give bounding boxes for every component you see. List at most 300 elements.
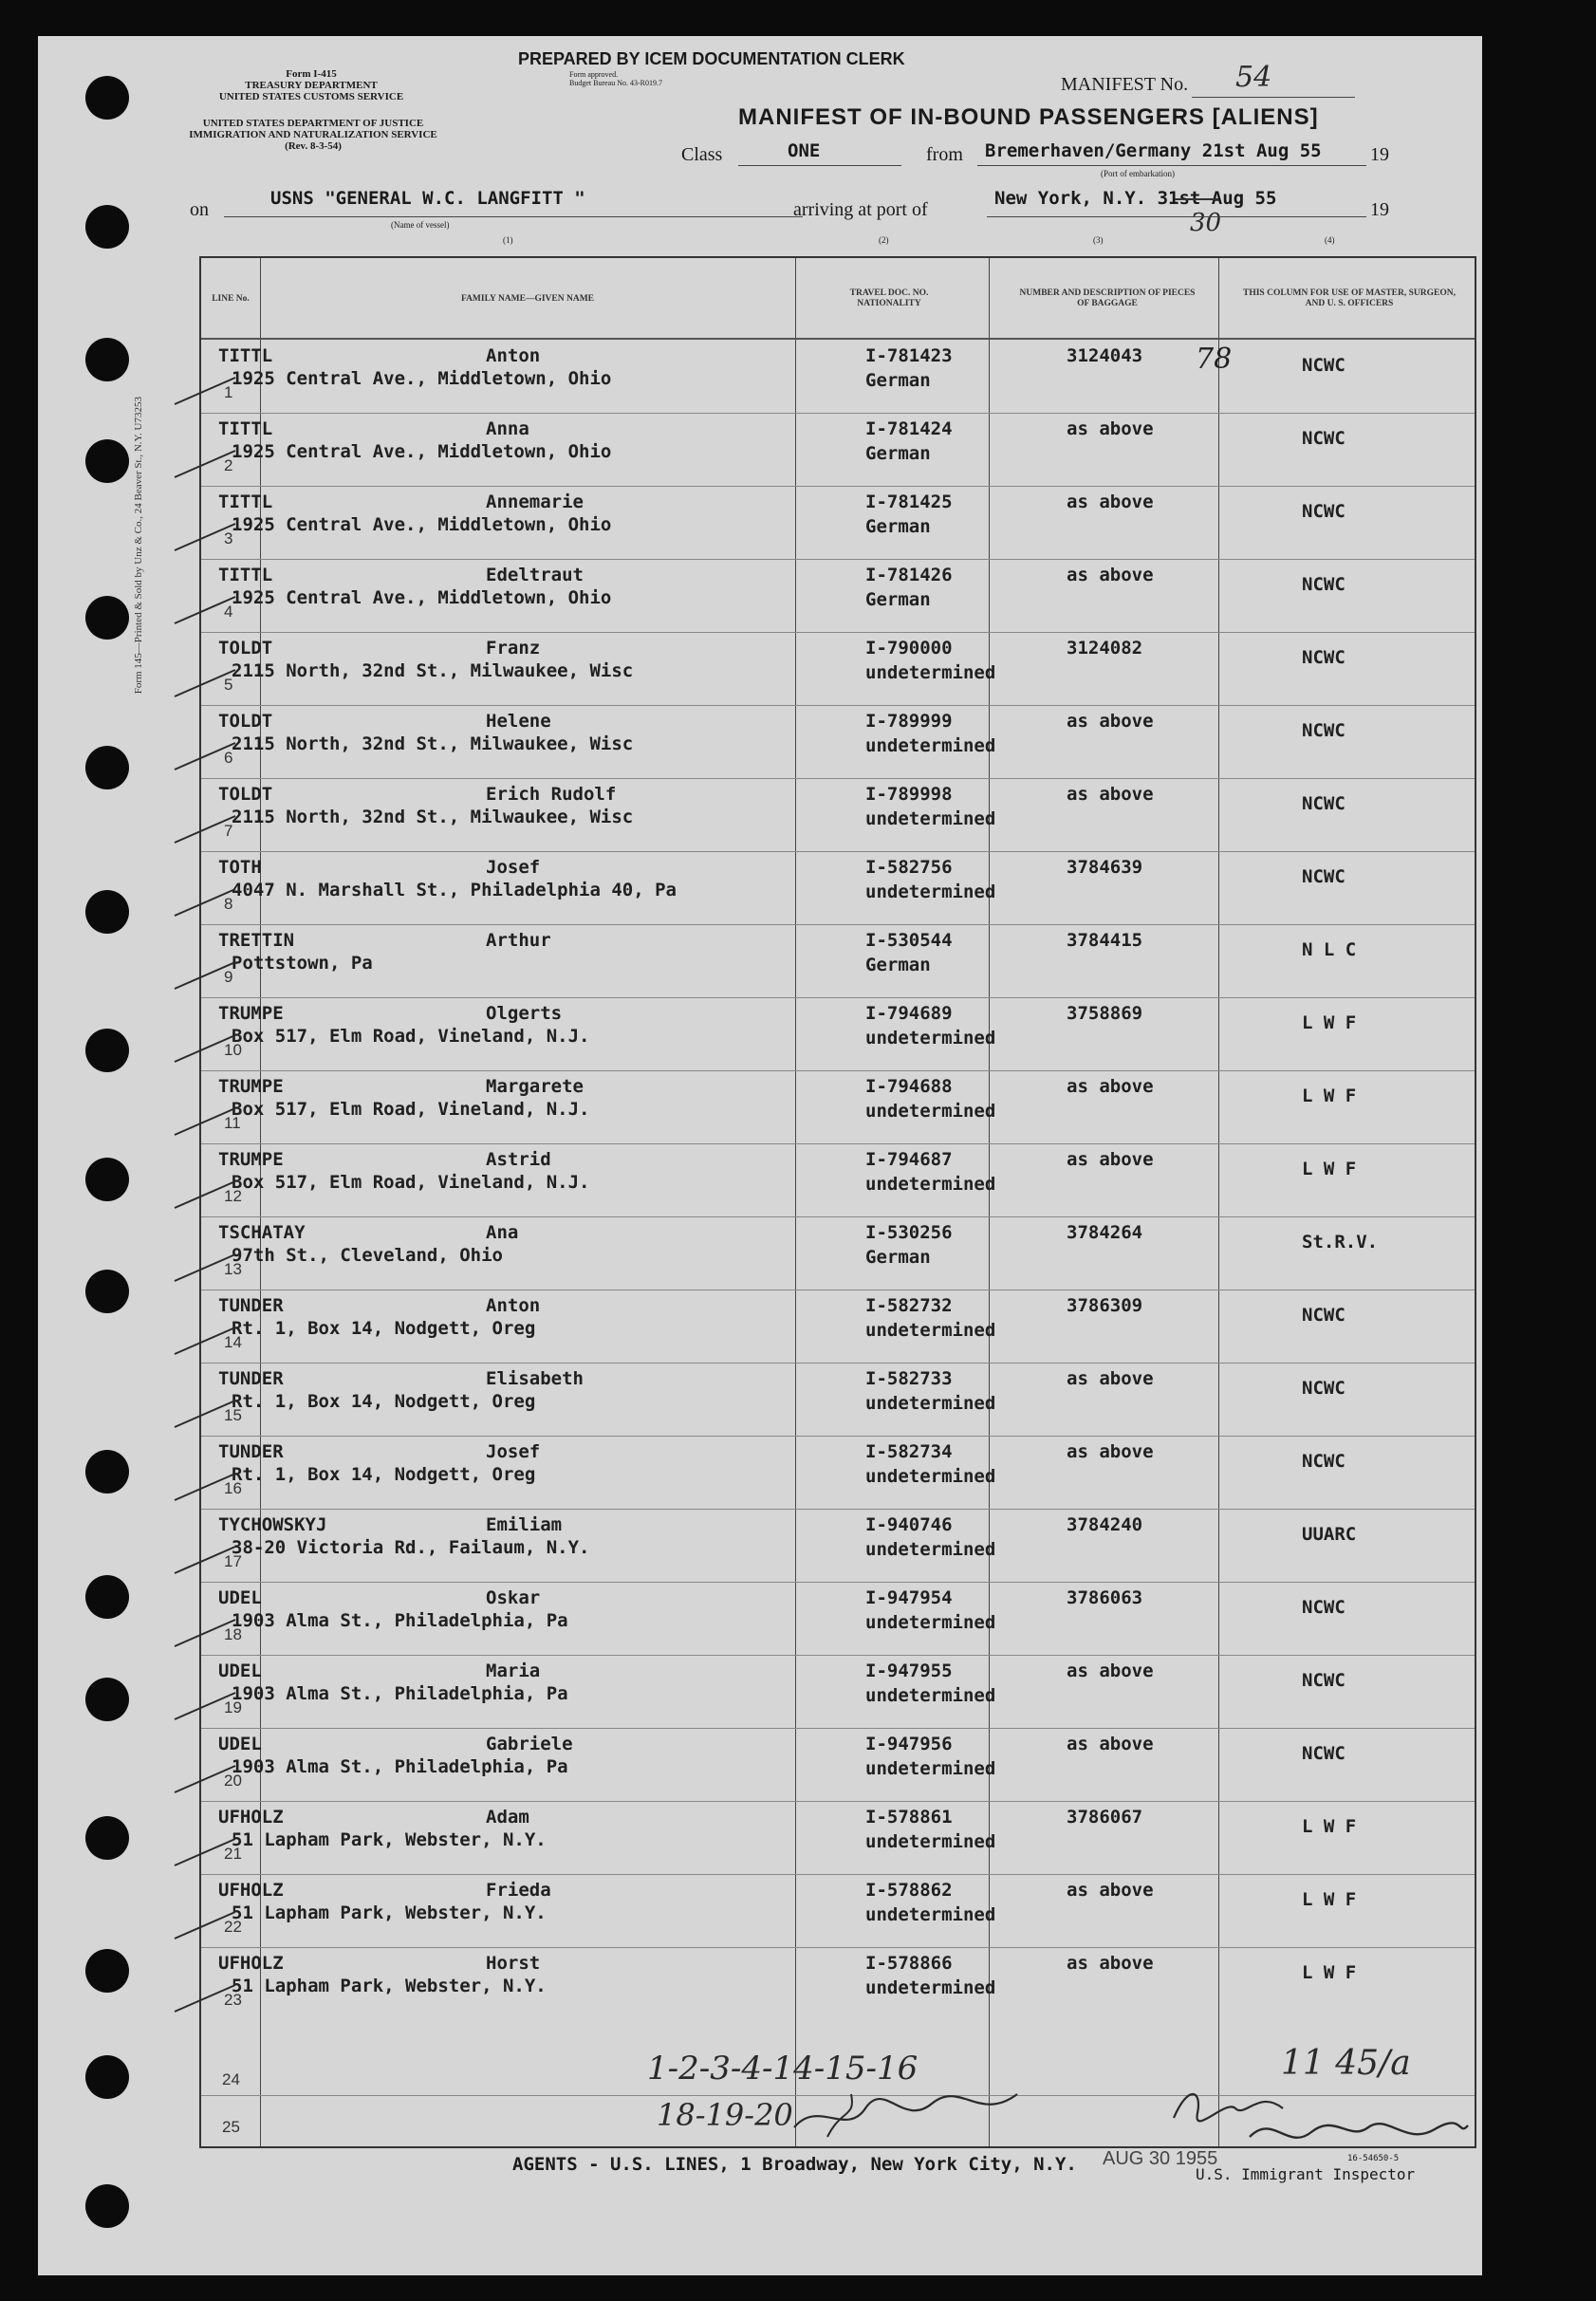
baggage-description: 3786309 — [1067, 1295, 1143, 1316]
baggage-description: 3124082 — [1067, 638, 1143, 659]
baggage-description: as above — [1067, 1953, 1154, 1974]
given-name: Olgerts — [486, 1003, 563, 1024]
baggage-description: 3124043 — [1067, 345, 1143, 366]
handwritten-fraction: 11 45/a — [1281, 2044, 1411, 2083]
given-name: Josef — [486, 857, 541, 878]
baggage-description: as above — [1067, 418, 1154, 439]
family-name: TRUMPE — [218, 1149, 284, 1170]
row-divider — [201, 1874, 1475, 1875]
family-name: TUNDER — [218, 1368, 284, 1389]
binder-hole — [85, 1949, 129, 1993]
baggage-description: as above — [1067, 1441, 1154, 1462]
col-divider — [1218, 258, 1219, 2146]
revision-label: (Rev. 8-3-54) — [285, 140, 342, 152]
class-value: ONE — [788, 140, 821, 161]
given-name: Ana — [486, 1222, 519, 1243]
binder-hole — [85, 2184, 129, 2228]
line-number: 23 — [224, 1991, 242, 2009]
officer-code: NCWC — [1302, 1305, 1345, 1326]
given-name: Frieda — [486, 1880, 551, 1901]
check-mark — [173, 1539, 239, 1577]
officer-code: N L C — [1302, 939, 1357, 960]
nationality: undetermined — [865, 1174, 996, 1195]
family-name: TUNDER — [218, 1295, 284, 1316]
baggage-description: as above — [1067, 1368, 1154, 1389]
line-number: 18 — [224, 1625, 242, 1643]
check-mark — [173, 881, 239, 919]
arrival-date-correction: 30 — [1190, 209, 1222, 237]
officer-code: St.R.V. — [1302, 1232, 1379, 1253]
given-name: Erich Rudolf — [486, 784, 617, 805]
port-of-embarkation: Bremerhaven/Germany 21st Aug 55 — [985, 140, 1322, 161]
check-mark — [173, 370, 239, 408]
travel-doc-number: I-582734 — [865, 1441, 953, 1462]
line-number: 12 — [224, 1187, 242, 1205]
baggage-description: 3786063 — [1067, 1587, 1143, 1608]
officer-code: L W F — [1302, 1086, 1357, 1106]
check-mark — [173, 1466, 239, 1504]
travel-doc-number: I-578862 — [865, 1880, 953, 1901]
officer-code: NCWC — [1302, 501, 1345, 522]
check-mark — [173, 1758, 239, 1796]
address: Rt. 1, Box 14, Nodgett, Oreg — [232, 1391, 536, 1412]
travel-doc-number: I-794688 — [865, 1076, 953, 1097]
nationality: undetermined — [865, 1320, 996, 1341]
nationality: undetermined — [865, 1393, 996, 1414]
baggage-description: as above — [1067, 784, 1154, 805]
officer-code: NCWC — [1302, 1451, 1345, 1472]
year-suffix-1: 19 — [1370, 144, 1389, 165]
family-name: TRUMPE — [218, 1076, 284, 1097]
row-divider — [201, 486, 1475, 487]
line-number: 22 — [224, 1918, 242, 1936]
row-divider — [201, 997, 1475, 998]
line-number: 5 — [224, 676, 233, 694]
nationality: undetermined — [865, 662, 996, 683]
baggage-description: 3784639 — [1067, 857, 1143, 878]
line-number: 7 — [224, 822, 233, 840]
address: 1925 Central Ave., Middletown, Ohio — [232, 368, 612, 389]
travel-doc-number: I-530544 — [865, 930, 953, 951]
customs-label: UNITED STATES CUSTOMS SERVICE — [218, 91, 404, 102]
given-name: Anton — [486, 345, 541, 366]
prepared-by-stamp: PREPARED BY ICEM DOCUMENTATION CLERK — [518, 49, 905, 68]
line-number: 21 — [224, 1845, 242, 1863]
from-underline — [977, 165, 1366, 166]
check-mark — [173, 1028, 239, 1066]
column-tag-2: (2) — [879, 235, 889, 245]
officer-code: NCWC — [1302, 1670, 1345, 1691]
check-mark — [173, 1831, 239, 1869]
form-block-justice — [180, 118, 446, 152]
col-header-baggage: NUMBER AND DESCRIPTION OF PIECES OF BAGGAGE — [1019, 288, 1196, 308]
handwritten-line-list-b: 18-19-20 — [657, 2097, 793, 2133]
line-number: 17 — [224, 1552, 242, 1570]
travel-doc-number: I-582733 — [865, 1368, 953, 1389]
port-of-arrival: New York, N.Y. 31st Aug 55 — [994, 188, 1277, 209]
family-name: TOLDT — [218, 784, 273, 805]
address: 2115 North, 32nd St., Milwaukee, Wisc — [232, 733, 634, 754]
binder-hole — [85, 1450, 129, 1494]
binder-hole — [85, 2055, 129, 2099]
address: 1925 Central Ave., Middletown, Ohio — [232, 441, 612, 462]
family-name: TRUMPE — [218, 1003, 284, 1024]
footer-agents: AGENTS - U.S. LINES, 1 Broadway, New York City, N.Y. — [512, 2154, 1077, 2175]
baggage-description: as above — [1067, 565, 1154, 585]
vessel-name: USNS "GENERAL W.C. LANGFITT " — [270, 188, 585, 209]
baggage-description: 3786067 — [1067, 1807, 1143, 1828]
address: 51 Lapham Park, Webster, N.Y. — [232, 1829, 547, 1850]
address: 51 Lapham Park, Webster, N.Y. — [232, 1902, 547, 1923]
baggage-description: as above — [1067, 1734, 1154, 1754]
inspector-signature — [1245, 2108, 1473, 2156]
family-name: TRETTIN — [218, 930, 295, 951]
binder-hole — [85, 746, 129, 789]
arriving-label: arriving at port of — [793, 199, 928, 220]
col-divider — [989, 258, 990, 2146]
manifest-title: MANIFEST OF IN-BOUND PASSENGERS [ALIENS] — [738, 104, 1319, 130]
check-mark — [173, 955, 239, 993]
col-header-officers: THIS COLUMN FOR USE OF MASTER, SURGEON, AND U. S. OFFICERS — [1243, 288, 1456, 308]
travel-doc-number: I-794687 — [865, 1149, 953, 1170]
given-name: Adam — [486, 1807, 529, 1828]
nationality: undetermined — [865, 1612, 996, 1633]
nationality: undetermined — [865, 1831, 996, 1852]
given-name: Emiliam — [486, 1514, 563, 1535]
check-mark — [173, 662, 239, 700]
given-name: Arthur — [486, 930, 551, 951]
line-number: 6 — [224, 749, 233, 767]
family-name: TITTL — [218, 418, 273, 439]
binder-hole — [85, 1270, 129, 1313]
form-number: Form I-415 — [286, 68, 337, 80]
officer-code: L W F — [1302, 1159, 1357, 1179]
line-number: 4 — [224, 603, 233, 621]
given-name: Margarete — [486, 1076, 584, 1097]
row-divider — [201, 1143, 1475, 1144]
given-name: Maria — [486, 1661, 541, 1681]
class-label: Class — [681, 144, 723, 165]
binder-hole — [85, 205, 129, 249]
address: Box 517, Elm Road, Vineland, N.J. — [232, 1172, 590, 1193]
vessel-underline — [224, 216, 803, 217]
manifest-no-label: MANIFEST No. — [1061, 74, 1189, 95]
family-name: TYCHOWSKYJ — [218, 1514, 327, 1535]
line-number: 3 — [224, 529, 233, 547]
line-number: 1 — [224, 383, 233, 401]
travel-doc-number: I-790000 — [865, 638, 953, 659]
col-header-name: FAMILY NAME—GIVEN NAME — [460, 293, 595, 304]
form-block-treasury — [207, 68, 416, 102]
arrival-underline — [987, 216, 1366, 217]
address: Pottstown, Pa — [232, 953, 373, 974]
line-number: 25 — [222, 2118, 240, 2136]
given-name: Annemarie — [486, 492, 584, 512]
check-mark — [173, 1393, 239, 1431]
check-mark — [173, 808, 239, 846]
family-name: TOLDT — [218, 711, 273, 732]
travel-doc-number: I-789999 — [865, 711, 953, 732]
address: 1903 Alma St., Philadelphia, Pa — [232, 1683, 568, 1704]
family-name: TOTH — [218, 857, 262, 878]
address: 97th St., Cleveland, Ohio — [232, 1245, 503, 1266]
address: 1925 Central Ave., Middletown, Ohio — [232, 514, 612, 535]
binder-hole — [85, 439, 129, 483]
binder-hole — [85, 1158, 129, 1201]
manifest-no-underline — [1192, 97, 1355, 98]
address: Box 517, Elm Road, Vineland, N.J. — [232, 1099, 590, 1120]
officer-code: NCWC — [1302, 647, 1345, 668]
manifest-no-value: 54 — [1235, 61, 1272, 94]
date-stamp: AUG 30 1955 — [1103, 2148, 1218, 2169]
nationality: undetermined — [865, 1101, 996, 1122]
given-name: Helene — [486, 711, 551, 732]
line-number: 19 — [224, 1698, 242, 1716]
officer-code: L W F — [1302, 1889, 1357, 1910]
footer-inspector: U.S. Immigrant Inspector — [1196, 2165, 1416, 2183]
row-divider — [201, 1070, 1475, 1071]
form-approved: Form approved. — [569, 70, 619, 79]
nationality: undetermined — [865, 1539, 996, 1560]
row-divider — [201, 851, 1475, 852]
row-divider — [201, 1728, 1475, 1729]
check-mark — [173, 735, 239, 773]
check-mark — [173, 1320, 239, 1358]
officer-code: L W F — [1302, 1816, 1357, 1837]
manifest-page — [38, 36, 1482, 2275]
nationality: German — [865, 370, 931, 391]
row-divider — [201, 1216, 1475, 1217]
family-name: TOLDT — [218, 638, 273, 659]
footer-form-code: 16-54650-5 — [1347, 2154, 1400, 2163]
row-divider — [201, 632, 1475, 633]
travel-doc-number: I-947955 — [865, 1661, 953, 1681]
given-name: Edeltraut — [486, 565, 584, 585]
address: 38-20 Victoria Rd., Failaum, N.Y. — [232, 1537, 590, 1558]
address: 2115 North, 32nd St., Milwaukee, Wisc — [232, 807, 634, 827]
treasury-label: TREASURY DEPARTMENT — [245, 80, 378, 91]
check-mark — [173, 1247, 239, 1285]
justice-label: UNITED STATES DEPARTMENT OF JUSTICE — [202, 118, 424, 129]
travel-doc-number: I-781425 — [865, 492, 953, 512]
address: Box 517, Elm Road, Vineland, N.J. — [232, 1026, 590, 1047]
travel-doc-number: I-781426 — [865, 565, 953, 585]
check-mark — [173, 1101, 239, 1139]
address: Rt. 1, Box 14, Nodgett, Oreg — [232, 1464, 536, 1485]
address: 1903 Alma St., Philadelphia, Pa — [232, 1756, 568, 1777]
travel-doc-number: I-578861 — [865, 1807, 953, 1828]
col-header-travel-doc: TRAVEL DOC. NO. NATIONALITY — [849, 288, 929, 308]
officer-code: L W F — [1302, 1012, 1357, 1033]
binder-hole — [85, 1678, 129, 1721]
travel-doc-number: I-781424 — [865, 418, 953, 439]
travel-doc-number: I-582732 — [865, 1295, 953, 1316]
row-divider — [201, 1582, 1475, 1583]
ins-label: IMMIGRATION AND NATURALIZATION SERVICE — [189, 129, 437, 140]
binder-hole — [85, 338, 129, 381]
nationality: undetermined — [865, 1028, 996, 1048]
given-name: Gabriele — [486, 1734, 573, 1754]
handwritten-line-list-a: 1-2-3-4-14-15-16 — [647, 2050, 919, 2088]
check-mark — [173, 443, 239, 481]
budget-bureau: Budget Bureau No. 43-R019.7 — [569, 79, 662, 87]
binder-hole — [85, 1575, 129, 1619]
binder-hole — [85, 76, 129, 120]
check-mark — [173, 516, 239, 554]
given-name: Anna — [486, 418, 529, 439]
address: 1903 Alma St., Philadelphia, Pa — [232, 1610, 568, 1631]
check-mark — [173, 589, 239, 627]
line-number: 2 — [224, 456, 233, 474]
family-name: TSCHATAY — [218, 1222, 306, 1243]
line-number: 15 — [224, 1406, 242, 1424]
binder-hole — [85, 1029, 129, 1072]
officer-code: NCWC — [1302, 428, 1345, 449]
given-name: Horst — [486, 1953, 541, 1974]
vessel-tag: (Name of vessel) — [391, 220, 450, 230]
col-header-line: LINE No. — [212, 293, 250, 304]
given-name: Anton — [486, 1295, 541, 1316]
travel-doc-number: I-582756 — [865, 857, 953, 878]
row-divider — [201, 1363, 1475, 1364]
address: 2115 North, 32nd St., Milwaukee, Wisc — [232, 660, 634, 681]
column-tag-1: (1) — [503, 235, 513, 245]
row-divider — [201, 924, 1475, 925]
given-name: Oskar — [486, 1587, 541, 1608]
address: 51 Lapham Park, Webster, N.Y. — [232, 1976, 547, 1996]
nationality: undetermined — [865, 1977, 996, 1998]
nationality: German — [865, 516, 931, 537]
signature-scrawl-1 — [789, 2080, 1027, 2146]
row-divider — [201, 705, 1475, 706]
nationality: German — [865, 589, 931, 610]
baggage-description: 3758869 — [1067, 1003, 1143, 1024]
officer-code: NCWC — [1302, 1597, 1345, 1618]
baggage-description: 3784415 — [1067, 930, 1143, 951]
travel-doc-number: I-789998 — [865, 784, 953, 805]
baggage-description: as above — [1067, 492, 1154, 512]
officer-code: L W F — [1302, 1962, 1357, 1983]
line-number: 20 — [224, 1772, 242, 1790]
check-mark — [173, 1977, 239, 2015]
line-number: 8 — [224, 895, 233, 913]
nationality: undetermined — [865, 1758, 996, 1779]
on-label: on — [190, 199, 209, 220]
printer-side-note: Form 145—Printed & Sold by Unz & Co., 24 Beaver St., N.Y. U73253 — [133, 397, 144, 695]
check-mark — [173, 1612, 239, 1650]
nationality: undetermined — [865, 1685, 996, 1706]
address: Rt. 1, Box 14, Nodgett, Oreg — [232, 1318, 536, 1339]
line-number: 9 — [224, 968, 233, 986]
line-number: 10 — [224, 1041, 242, 1059]
approval-block — [569, 70, 662, 87]
family-name: UFHOLZ — [218, 1807, 284, 1828]
family-name: TITTL — [218, 565, 273, 585]
baggage-description: as above — [1067, 1880, 1154, 1901]
class-underline — [738, 165, 901, 166]
row-divider — [201, 1509, 1475, 1510]
binder-hole — [85, 890, 129, 934]
family-name: UDEL — [218, 1661, 262, 1681]
row-divider — [201, 1947, 1475, 1948]
baggage-description: as above — [1067, 1149, 1154, 1170]
nationality: German — [865, 443, 931, 464]
row-divider — [201, 778, 1475, 779]
check-mark — [173, 1174, 239, 1212]
family-name: UFHOLZ — [218, 1880, 284, 1901]
baggage-description: as above — [1067, 1661, 1154, 1681]
arrival-date-strikeout — [1175, 198, 1218, 200]
column-tag-4: (4) — [1325, 235, 1335, 245]
row-divider — [201, 1655, 1475, 1656]
travel-doc-number: I-530256 — [865, 1222, 953, 1243]
from-label: from — [926, 144, 963, 165]
year-suffix-2: 19 — [1370, 199, 1389, 220]
line-number: 13 — [224, 1260, 242, 1278]
nationality: German — [865, 955, 931, 975]
col-divider — [260, 258, 261, 2146]
nationality: undetermined — [865, 1904, 996, 1925]
given-name: Elisabeth — [486, 1368, 584, 1389]
handwritten-baggage-mark: 78 — [1196, 343, 1233, 376]
line-number: 14 — [224, 1333, 242, 1351]
nationality: undetermined — [865, 1466, 996, 1487]
baggage-description: 3784264 — [1067, 1222, 1143, 1243]
officer-code: UUARC — [1302, 1524, 1357, 1545]
check-mark — [173, 1685, 239, 1723]
travel-doc-number: I-794689 — [865, 1003, 953, 1024]
officer-code: NCWC — [1302, 355, 1345, 376]
line-number: 24 — [222, 2070, 240, 2088]
column-tag-3: (3) — [1093, 235, 1104, 245]
row-divider — [201, 559, 1475, 560]
travel-doc-number: I-940746 — [865, 1514, 953, 1535]
given-name: Franz — [486, 638, 541, 659]
officer-code: NCWC — [1302, 1378, 1345, 1399]
family-name: UDEL — [218, 1587, 262, 1608]
binder-hole — [85, 1816, 129, 1860]
nationality: German — [865, 1247, 931, 1268]
baggage-description: as above — [1067, 1076, 1154, 1097]
nationality: undetermined — [865, 808, 996, 829]
row-divider — [201, 413, 1475, 414]
row-divider — [201, 1801, 1475, 1802]
travel-doc-number: I-781423 — [865, 345, 953, 366]
port-embarkation-tag: (Port of embarkation) — [1101, 169, 1175, 178]
given-name: Astrid — [486, 1149, 551, 1170]
officer-code: NCWC — [1302, 1743, 1345, 1764]
officer-code: NCWC — [1302, 720, 1345, 741]
given-name: Josef — [486, 1441, 541, 1462]
address: 4047 N. Marshall St., Philadelphia 40, Pa — [232, 880, 677, 900]
nationality: undetermined — [865, 881, 996, 902]
baggage-description: 3784240 — [1067, 1514, 1143, 1535]
col-divider — [795, 258, 796, 2146]
row-divider — [201, 1436, 1475, 1437]
officer-code: NCWC — [1302, 574, 1345, 595]
family-name: TITTL — [218, 345, 273, 366]
officer-code: NCWC — [1302, 866, 1345, 887]
travel-doc-number: I-947954 — [865, 1587, 953, 1608]
travel-doc-number: I-578866 — [865, 1953, 953, 1974]
family-name: UFHOLZ — [218, 1953, 284, 1974]
check-mark — [173, 1904, 239, 1942]
family-name: TUNDER — [218, 1441, 284, 1462]
line-number: 16 — [224, 1479, 242, 1497]
line-number: 11 — [224, 1114, 241, 1132]
travel-doc-number: I-947956 — [865, 1734, 953, 1754]
address: 1925 Central Ave., Middletown, Ohio — [232, 587, 612, 608]
